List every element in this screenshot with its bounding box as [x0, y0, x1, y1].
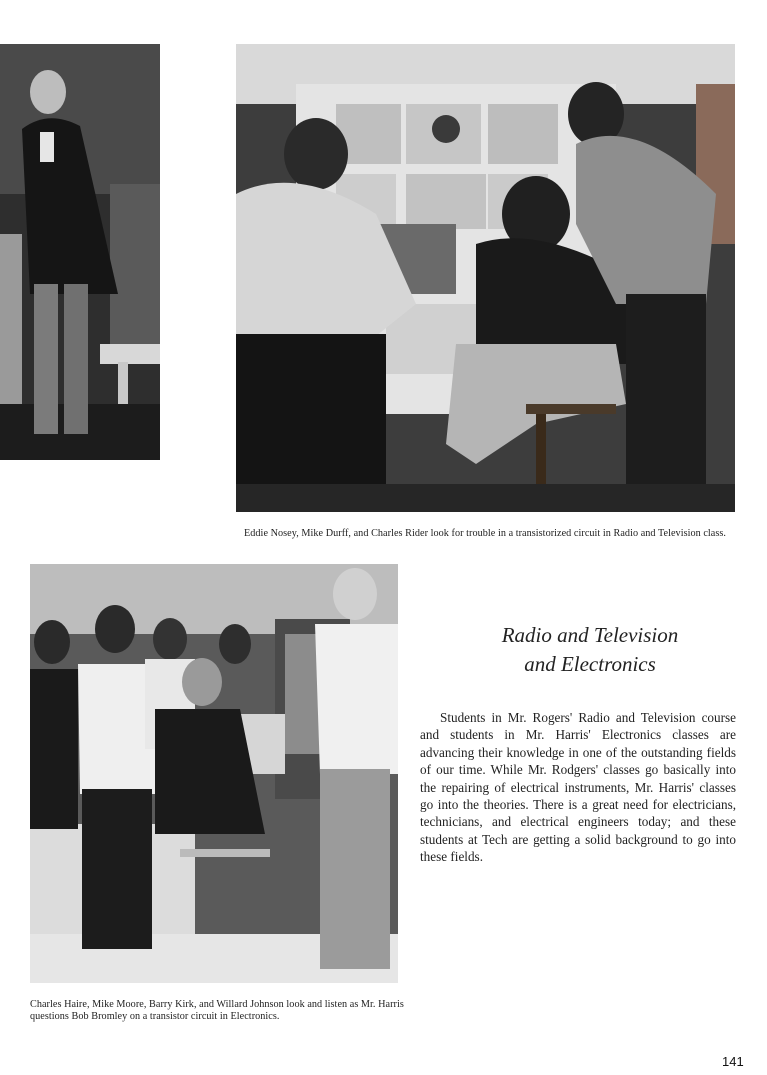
lab-photo [236, 44, 735, 512]
group-photo [30, 564, 398, 983]
page-number: 141 [722, 1054, 744, 1069]
article-body: Students in Mr. Rogers' Radio and Television course and students in Mr. Harris' Electronics classes are advancing their knowledge in one of the outstanding fields of our time. While Mr. Rodgers' classes go basically into the repairing of electrical instruments, Mr. Harris' classes go into the theories. There is a great need for electricians, technicians, and electrical engineers today; and these students at Tech are getting a solid background to go into these fields. [420, 710, 736, 865]
bottom-photo-caption: Charles Haire, Mike Moore, Barry Kirk, and Willard Johnson look and listen as Mr. Harris questions Bob Bromley on a transistor circuit in Electronics. [30, 999, 404, 1022]
section-heading-line-2: and Electronics [524, 652, 656, 676]
section-heading-line-1: Radio and Television [501, 623, 679, 647]
teacher-photo [0, 44, 160, 460]
top-photo-caption: Eddie Nosey, Mike Durff, and Charles Rider look for trouble in a transistorized circuit in Radio and Television class. [244, 528, 726, 539]
